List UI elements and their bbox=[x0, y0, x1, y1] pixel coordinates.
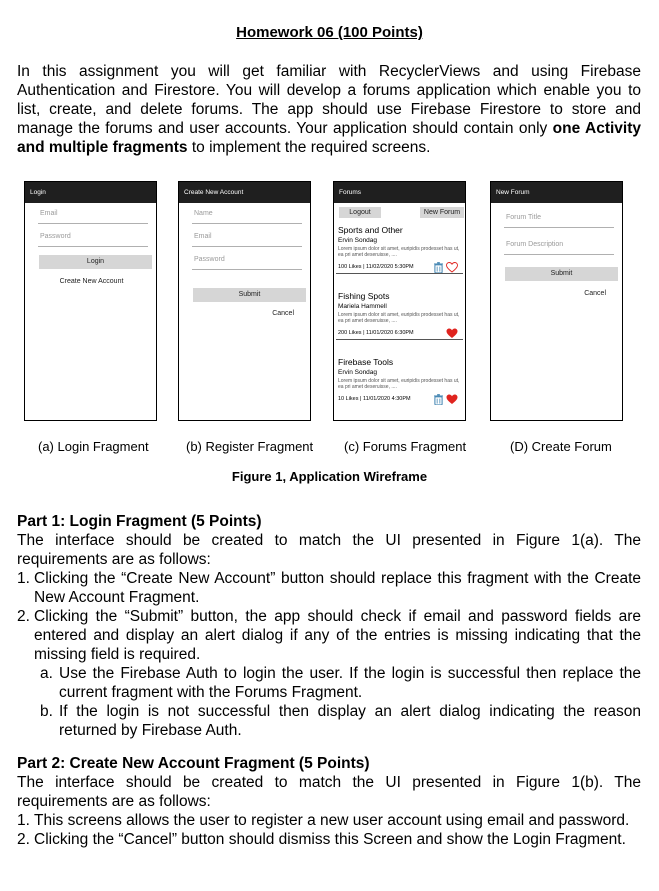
forum-meta bbox=[338, 328, 461, 339]
figure-caption: Figure 1, Application Wireframe bbox=[231, 469, 428, 484]
forum-list-item bbox=[336, 224, 463, 274]
heart-filled-icon bbox=[446, 394, 458, 405]
list-item bbox=[17, 607, 641, 664]
sub-list-item bbox=[17, 664, 641, 702]
forum-meta bbox=[338, 262, 461, 273]
part1-section bbox=[17, 512, 641, 740]
register-password-field: Password bbox=[192, 256, 302, 270]
forum-meta bbox=[338, 394, 461, 405]
list-text: Use the Firebase Auth to login the user. If the login is successful then replace the current fragment with the Forums Fragment. bbox=[59, 665, 641, 701]
list-letter: a. bbox=[40, 665, 53, 682]
forums-app-bar: Forums bbox=[334, 182, 465, 203]
intro-bold-text: one Activity and multiple fragments bbox=[17, 120, 642, 156]
document-title: Homework 06 (100 Points) bbox=[236, 24, 423, 41]
list-text: If the login is not successful then display an alert dialog indicating the reason returned by Firebase Auth. bbox=[59, 703, 641, 739]
login-button: Login bbox=[39, 255, 152, 269]
part2-list bbox=[17, 811, 641, 849]
forum-author: Ervin Sondag bbox=[338, 369, 378, 376]
caption-register: (b) Register Fragment bbox=[186, 439, 314, 454]
intro-text: In this assignment you will get familiar with RecyclerViews and using Firebase Authentication and Firestore. You will develop a forums application which enable you to list, create, and delete forums. The app should use Firebase Firestore to store and manage the forums and user accounts. Your application should contain only bbox=[17, 63, 641, 137]
list-text: Clicking the “Cancel” button should dismiss this Screen and show the Login Fragment. bbox=[34, 831, 626, 848]
register-app-bar: Create New Account bbox=[179, 182, 310, 203]
trash-icon bbox=[434, 262, 443, 273]
list-text: Clicking the “Submit” button, the app should check if email and password fields are entered and display an alert dialog if any of the entries is missing indicating that the missing field is required. bbox=[34, 608, 641, 663]
heart-outline-icon bbox=[446, 262, 458, 273]
list-number: 1. bbox=[17, 570, 30, 587]
list-letter: b. bbox=[40, 703, 53, 720]
part1-list bbox=[17, 569, 641, 740]
trash-icon bbox=[434, 394, 443, 405]
new-forum-button: New Forum bbox=[420, 207, 464, 218]
forum-description: Lorem ipsum dolor sit amet, euripidis prodesset has ut, ea pri amet deseruisse, .... bbox=[338, 378, 460, 390]
list-item bbox=[17, 569, 641, 607]
register-submit-button: Submit bbox=[193, 288, 306, 302]
forum-description: Lorem ipsum dolor sit amet, euripidis prodesset has ut, ea pri amet deseruisse, .... bbox=[338, 312, 460, 324]
intro-paragraph bbox=[17, 62, 641, 157]
login-email-field: Email bbox=[38, 210, 148, 224]
caption-forums: (c) Forums Fragment bbox=[344, 439, 467, 454]
part1-heading: Part 1: Login Fragment (5 Points) bbox=[17, 513, 262, 530]
part2-heading: Part 2: Create New Account Fragment (5 Points) bbox=[17, 755, 370, 772]
forum-title: Firebase Tools bbox=[338, 357, 394, 367]
caption-new-forum: (D) Create Forum bbox=[510, 439, 612, 454]
register-name-field: Name bbox=[192, 210, 302, 224]
logout-button: Logout bbox=[339, 207, 381, 218]
forum-title: Sports and Other bbox=[338, 225, 403, 235]
list-text: Clicking the “Create New Account” button should replace this fragment with the Create New Account Fragment. bbox=[34, 570, 641, 606]
forums-wireframe bbox=[333, 181, 466, 421]
heart-filled-icon bbox=[446, 328, 458, 339]
forum-author: Mariela Hammell bbox=[338, 303, 387, 310]
part1-intro: The interface should be created to match the UI presented in Figure 1(a). The requirements are as follows: bbox=[17, 532, 641, 568]
list-number: 2. bbox=[17, 831, 30, 848]
forum-likes-date: 100 Likes | 11/02/2020 5:30PM bbox=[338, 264, 414, 270]
list-text: This screens allows the user to register a new user account using email and password. bbox=[34, 812, 630, 829]
part2-intro: The interface should be created to match the UI presented in Figure 1(b). The requirements are as follows: bbox=[17, 774, 641, 810]
part2-section bbox=[17, 754, 641, 849]
login-wireframe bbox=[24, 181, 157, 421]
login-password-field: Password bbox=[38, 233, 148, 247]
forum-description-field: Forum Description bbox=[504, 241, 614, 255]
new-forum-wireframe bbox=[490, 181, 623, 421]
forum-likes-date: 200 Likes | 11/01/2020 6:30PM bbox=[338, 330, 414, 336]
intro-tail-text: to implement the required screens. bbox=[187, 139, 431, 156]
new-forum-cancel-link: Cancel bbox=[584, 290, 606, 297]
list-item bbox=[17, 830, 641, 849]
forum-likes-date: 10 Likes | 11/01/2020 4:30PM bbox=[338, 396, 411, 402]
register-cancel-link: Cancel bbox=[272, 310, 294, 317]
list-item bbox=[17, 811, 641, 830]
list-number: 1. bbox=[17, 812, 30, 829]
forum-list-item bbox=[336, 290, 463, 340]
forum-description: Lorem ipsum dolor sit amet, euripidis prodesset has ut, ea pri amet deseruisse, .... bbox=[338, 246, 460, 258]
caption-login: (a) Login Fragment bbox=[38, 439, 149, 454]
forum-author: Ervin Sondag bbox=[338, 237, 378, 244]
forum-title: Fishing Spots bbox=[338, 291, 390, 301]
new-forum-app-bar: New Forum bbox=[491, 182, 622, 203]
register-email-field: Email bbox=[192, 233, 302, 247]
new-forum-submit-button: Submit bbox=[505, 267, 618, 281]
login-app-bar: Login bbox=[25, 182, 156, 203]
list-number: 2. bbox=[17, 608, 30, 625]
forum-list-item bbox=[336, 356, 463, 405]
forum-title-field: Forum Title bbox=[504, 214, 614, 228]
create-account-link: Create New Account bbox=[59, 278, 124, 285]
register-wireframe bbox=[178, 181, 311, 421]
sub-list-item bbox=[17, 702, 641, 740]
